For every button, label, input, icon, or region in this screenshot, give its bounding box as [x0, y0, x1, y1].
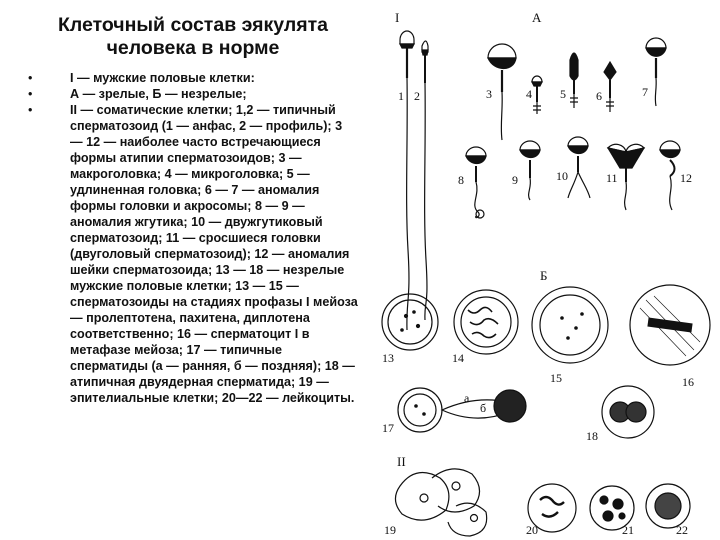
slide-title [18, 14, 368, 60]
label-16: 16 [682, 375, 694, 389]
label-4: 4 [526, 87, 532, 101]
cell-16-drawing [630, 285, 710, 365]
sperm-3-drawing [488, 44, 516, 140]
cell-17-drawing [398, 388, 526, 432]
legend-item: • II — соматические клетки; 1,2 — типичный сперматозоид (1 — анфас, 2 — профиль); 3 — 12 — наиболее часто встречающиеся формы атипии сперматозоидов; 3 — макроголовка; 4 — микроголовка; 5 — удлиненная головка; 6 — 7 — аномалия формы головки и акросомы; 8 — 9 — аномалия жгутика; 10 — двужгутиковый сперматозоид; 11 — сросшиеся головки (двуголовый сперматозоид); 12 — аномалия шейки сперматозоида; 13 — 18 — незрелые мужские половые клетки; 13 — 15 — сперматозоиды на стадиях профазы I мейоза — пролептотена, пахитена, диплотена соответственно; 16 — сперматоцит I в метафазе мейоза; 17 — типичные сперматиды (а — ранняя, б — поздняя); 18 — атипичная двуядерная сперматида; 19 — эпителиальные клетки; 20—22 — лейкоциты. [28, 102, 358, 406]
sperm-6-drawing [604, 62, 616, 112]
cell-13-drawing [382, 294, 438, 350]
label-a: а [464, 391, 470, 405]
group-label-B: Б [540, 268, 548, 283]
group-label-I: I [395, 10, 400, 25]
label-21: 21 [622, 523, 634, 537]
label-3: 3 [486, 87, 492, 101]
label-1: 1 [398, 89, 404, 103]
label-8: 8 [458, 173, 464, 187]
sperm-9-drawing [520, 141, 540, 200]
label-5: 5 [560, 87, 566, 101]
sperm-7-drawing [646, 38, 666, 106]
label-22: 22 [676, 523, 688, 537]
sperm-4-drawing [532, 76, 542, 114]
legend-list [28, 70, 358, 406]
label-12: 12 [680, 171, 692, 185]
label-18: 18 [586, 429, 598, 443]
sperm-12-drawing [660, 141, 680, 210]
sperm-8-drawing [466, 147, 486, 218]
label-14: 14 [452, 351, 464, 365]
label-6: 6 [596, 89, 602, 103]
cell-illustration-svg [370, 0, 720, 540]
cell-19-drawing [395, 469, 486, 536]
sperm-5-drawing [570, 53, 578, 108]
legend-item: • I — мужские половые клетки: [28, 70, 358, 86]
title-line-1: Клеточный состав эякулята [57, 14, 329, 36]
group-label-II: II [397, 454, 406, 469]
label-2: 2 [414, 89, 420, 103]
sperm-10-drawing [568, 137, 590, 198]
cell-illustration [370, 0, 720, 540]
cell-14-drawing [454, 290, 518, 354]
label-7: 7 [642, 85, 648, 99]
cell-22-drawing [646, 484, 690, 528]
label-11: 11 [606, 171, 618, 185]
group-label-A: А [532, 10, 542, 25]
cell-18-drawing [602, 386, 654, 438]
label-b: б [480, 401, 487, 415]
label-19: 19 [384, 523, 396, 537]
label-15: 15 [550, 371, 562, 385]
title-line-2: человека в норме [106, 37, 280, 59]
label-13: 13 [382, 351, 394, 365]
label-10: 10 [556, 169, 568, 183]
label-9: 9 [512, 173, 518, 187]
label-20: 20 [526, 523, 538, 537]
label-17: 17 [382, 421, 394, 435]
sperm-2-drawing [422, 41, 428, 320]
legend-item: • А — зрелые, Б — незрелые; [28, 86, 358, 102]
sperm-1-drawing [400, 31, 414, 330]
cell-15-drawing [532, 287, 608, 363]
